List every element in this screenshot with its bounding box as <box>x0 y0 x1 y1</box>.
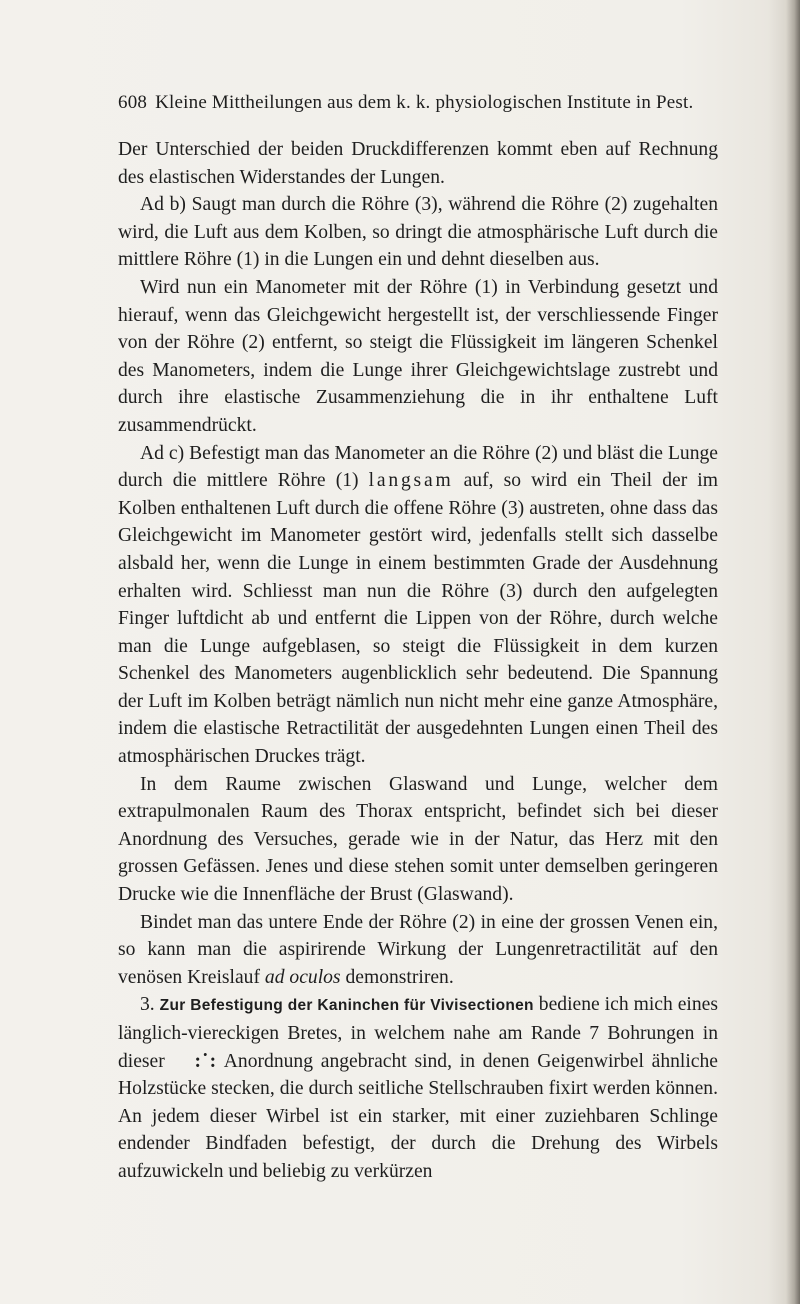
page-number: 608 <box>118 92 148 113</box>
paragraph-4 <box>118 440 718 771</box>
paragraph-4-part-a: Ad c) Befestigt man das Manometer an die Röhre (2) und bläst die Lunge durch die mittlere Röhre (1) <box>118 442 718 492</box>
section-number: 3. <box>140 994 155 1016</box>
paragraph-7 <box>118 991 718 1185</box>
italic-ad-oculos: ad oculos <box>264 966 341 988</box>
paragraph-6 <box>118 909 718 992</box>
paragraph-7-part-a: bediene ich mich eines länglich-viereckigen Bretes, in welchem nahe am Rande 7 Bohrungen in dieser <box>118 994 718 1072</box>
running-head <box>118 92 718 114</box>
paragraph-1: Der Unterschied der beiden Druckdifferenzen kommt eben auf Rechnung des elastischen Widerstandes der Lungen. <box>118 139 718 188</box>
paragraph-5: In dem Raume zwischen Glaswand und Lunge, welcher dem extrapulmonalen Raum des Thorax entspricht, befindet sich bei dieser Anordnung des Versuches, gerade wie in der Natur, das Herz mit den grossen Gefässen. Jenes und diese stehen somit unter demselben geringeren Drucke wie die Innenfläche der Brust (Glaswand). <box>118 773 718 906</box>
section-heading: Zur Befestigung der Kaninchen für Vivisectionen <box>159 997 534 1015</box>
paragraph-4-part-b: auf, so wird ein Theil der im Kolben enthaltenen Luft durch die offene Röhre (3) austreten, ohne dass das Gleichgewicht im Manometer gestört wird, jedenfalls stellt sich dasselbe alsbald her, wenn die Lunge in einem bestimmten Grade der Ausdehnung erhalten wird. Schliesst man nun die Röhre (3) durch den aufgelegten Finger luftdicht ab und entfernt die Lippen von der Röhre, durch welche man die Lunge aufgeblasen, so steigt die Flüssigkeit in dem kurzen Schenkel des Manometers augenblicklich sehr bedeutend. Die Spannung der Luft im Kolben beträgt nämlich nun nicht mehr eine ganze Atmosphäre, indem die elastische Retractilität der ausgedehnten Lungen einen Theil des atmosphärischen Druckes trägt. <box>118 470 718 768</box>
paragraph-3: Wird nun ein Manometer mit der Röhre (1) in Verbindung gesetzt und hierauf, wenn das Gleichgewicht hergestellt ist, der verschliessende Finger von der Röhre (2) entfernt, so steigt die Flüssigkeit im längeren Schenkel des Manometers, indem die Lunge ihrer Gleichgewichtslage zustrebt und durch ihre elastische Zusammenziehung die in ihr enthaltene Luft zusammendrückt. <box>118 276 718 436</box>
body-text <box>118 136 718 1186</box>
emphasis-langsam: langsam <box>368 470 454 492</box>
paragraph-6-part-a: Bindet man das untere Ende der Röhre (2) in eine der grossen Venen ein, so kann man die aspirirende Wirkung der Lungenretractilität auf den venösen Kreislauf <box>118 911 718 988</box>
paragraph-2: Ad b) Saugt man durch die Röhre (3), während die Röhre (2) zugehalten wird, die Luft aus dem Kolben, so dringt die atmosphärische Luft durch die mittlere Röhre (1) in die Lungen ein und dehnt dieselben aus. <box>118 194 718 271</box>
running-title: Kleine Mittheilungen aus dem k. k. physiologischen Institute in Pest. <box>155 92 694 113</box>
paragraph-7-part-b: Anordnung angebracht sind, in denen Geigenwirbel ähnliche Holzstücke stecken, die durch seitliche Stellschrauben fixirt werden können. An jedem dieser Wirbel ist ein starker, mit einer zuziehbaren Schlinge endender Bindfaden befestigt, der durch die Drehung des Wirbels aufzuwickeln und beliebig zu verkürzen <box>118 1050 718 1182</box>
paragraph-6-part-b: demonstriren. <box>340 966 454 988</box>
page-edge-shadow <box>786 0 800 1304</box>
dot-arrangement-symbol: :˙: <box>194 1050 218 1072</box>
